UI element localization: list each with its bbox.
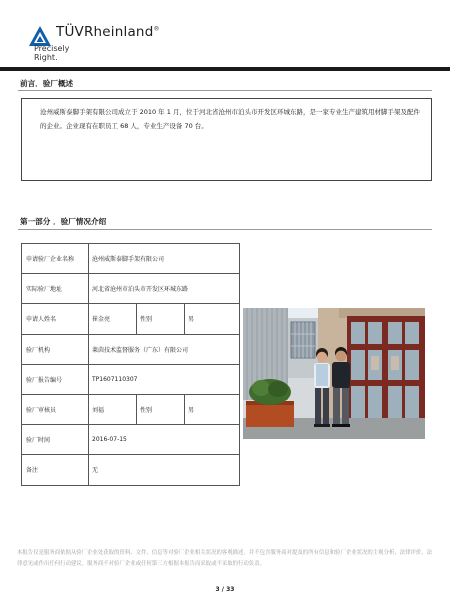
remarks-value: 无 — [89, 455, 240, 485]
table-row — [22, 274, 240, 304]
company-name-label: 申请验厂企业名称 — [22, 244, 89, 274]
date-value: 2016-07-15 — [89, 425, 240, 455]
applicant-label: 申请人姓名 — [22, 304, 89, 334]
report-no-label: 验厂报告编号 — [22, 364, 89, 394]
auditor-label: 验厂审核员 — [22, 394, 89, 424]
date-label: 验厂时间 — [22, 425, 89, 455]
applicant-gender-value: 男 — [185, 304, 240, 334]
table-row — [22, 394, 240, 424]
table-row — [22, 304, 240, 334]
table-row — [22, 364, 240, 394]
disclaimer-text: 本报告仅是服务商依据从验厂企业处获取的资料、文件、信息等对验厂企业相关状况的客观描述，并不包含服务商对提及的所有信息和验厂企业状况的主观分析、法律评价、法律意见或作出任何行动建议。服务商不对验厂企业或任何第三方根据本报告而采取或不采取的行动负责。 — [17, 550, 433, 567]
preface-title: 前言．验厂概述 — [20, 79, 74, 88]
auditor-gender-value: 男 — [185, 394, 240, 424]
company-name-value: 沧州威斯泰脚手架有限公司 — [89, 244, 240, 274]
part1-title: 第一部分 ．验厂情况介绍 — [20, 217, 107, 226]
overview-box — [21, 98, 432, 181]
table-row — [22, 334, 240, 364]
address-label: 实际验厂地址 — [22, 274, 89, 304]
auditor-value: 刘福 — [89, 394, 137, 424]
preface-rule — [18, 90, 432, 91]
table-row — [22, 244, 240, 274]
applicant-gender-label: 性别 — [137, 304, 185, 334]
remarks-label: 备注 — [22, 455, 89, 485]
part1-rule — [18, 229, 432, 230]
applicant-value: 崔金亮 — [89, 304, 137, 334]
page-number: 3 / 33 — [215, 586, 235, 593]
auditor-gender-label: 性别 — [137, 394, 185, 424]
table-row — [22, 455, 240, 485]
audit-info-table — [21, 243, 240, 486]
address-value: 河北省沧州市泊头市开发区环城东路 — [89, 274, 240, 304]
table-row — [22, 425, 240, 455]
header-rule — [0, 67, 450, 71]
overview-text: 沧州威斯泰脚手架有限公司成立于 2010 年 1 月，位于河北省沧州市泊头市开发区环城东路，是一家专业生产建筑用材脚手架及配件的企业。企业现有在职员工 68 人，专业生产设备 70 台。 — [40, 108, 420, 130]
brand-name: TÜVRheinland® — [56, 24, 160, 40]
factory-entrance-photo — [243, 308, 425, 439]
report-no-value: TP1607110307 — [89, 364, 240, 394]
brand-tagline: Precisely Right. — [34, 44, 70, 62]
agency-value: 莱茵技术监督服务（广东）有限公司 — [89, 334, 240, 364]
agency-label: 验厂机构 — [22, 334, 89, 364]
